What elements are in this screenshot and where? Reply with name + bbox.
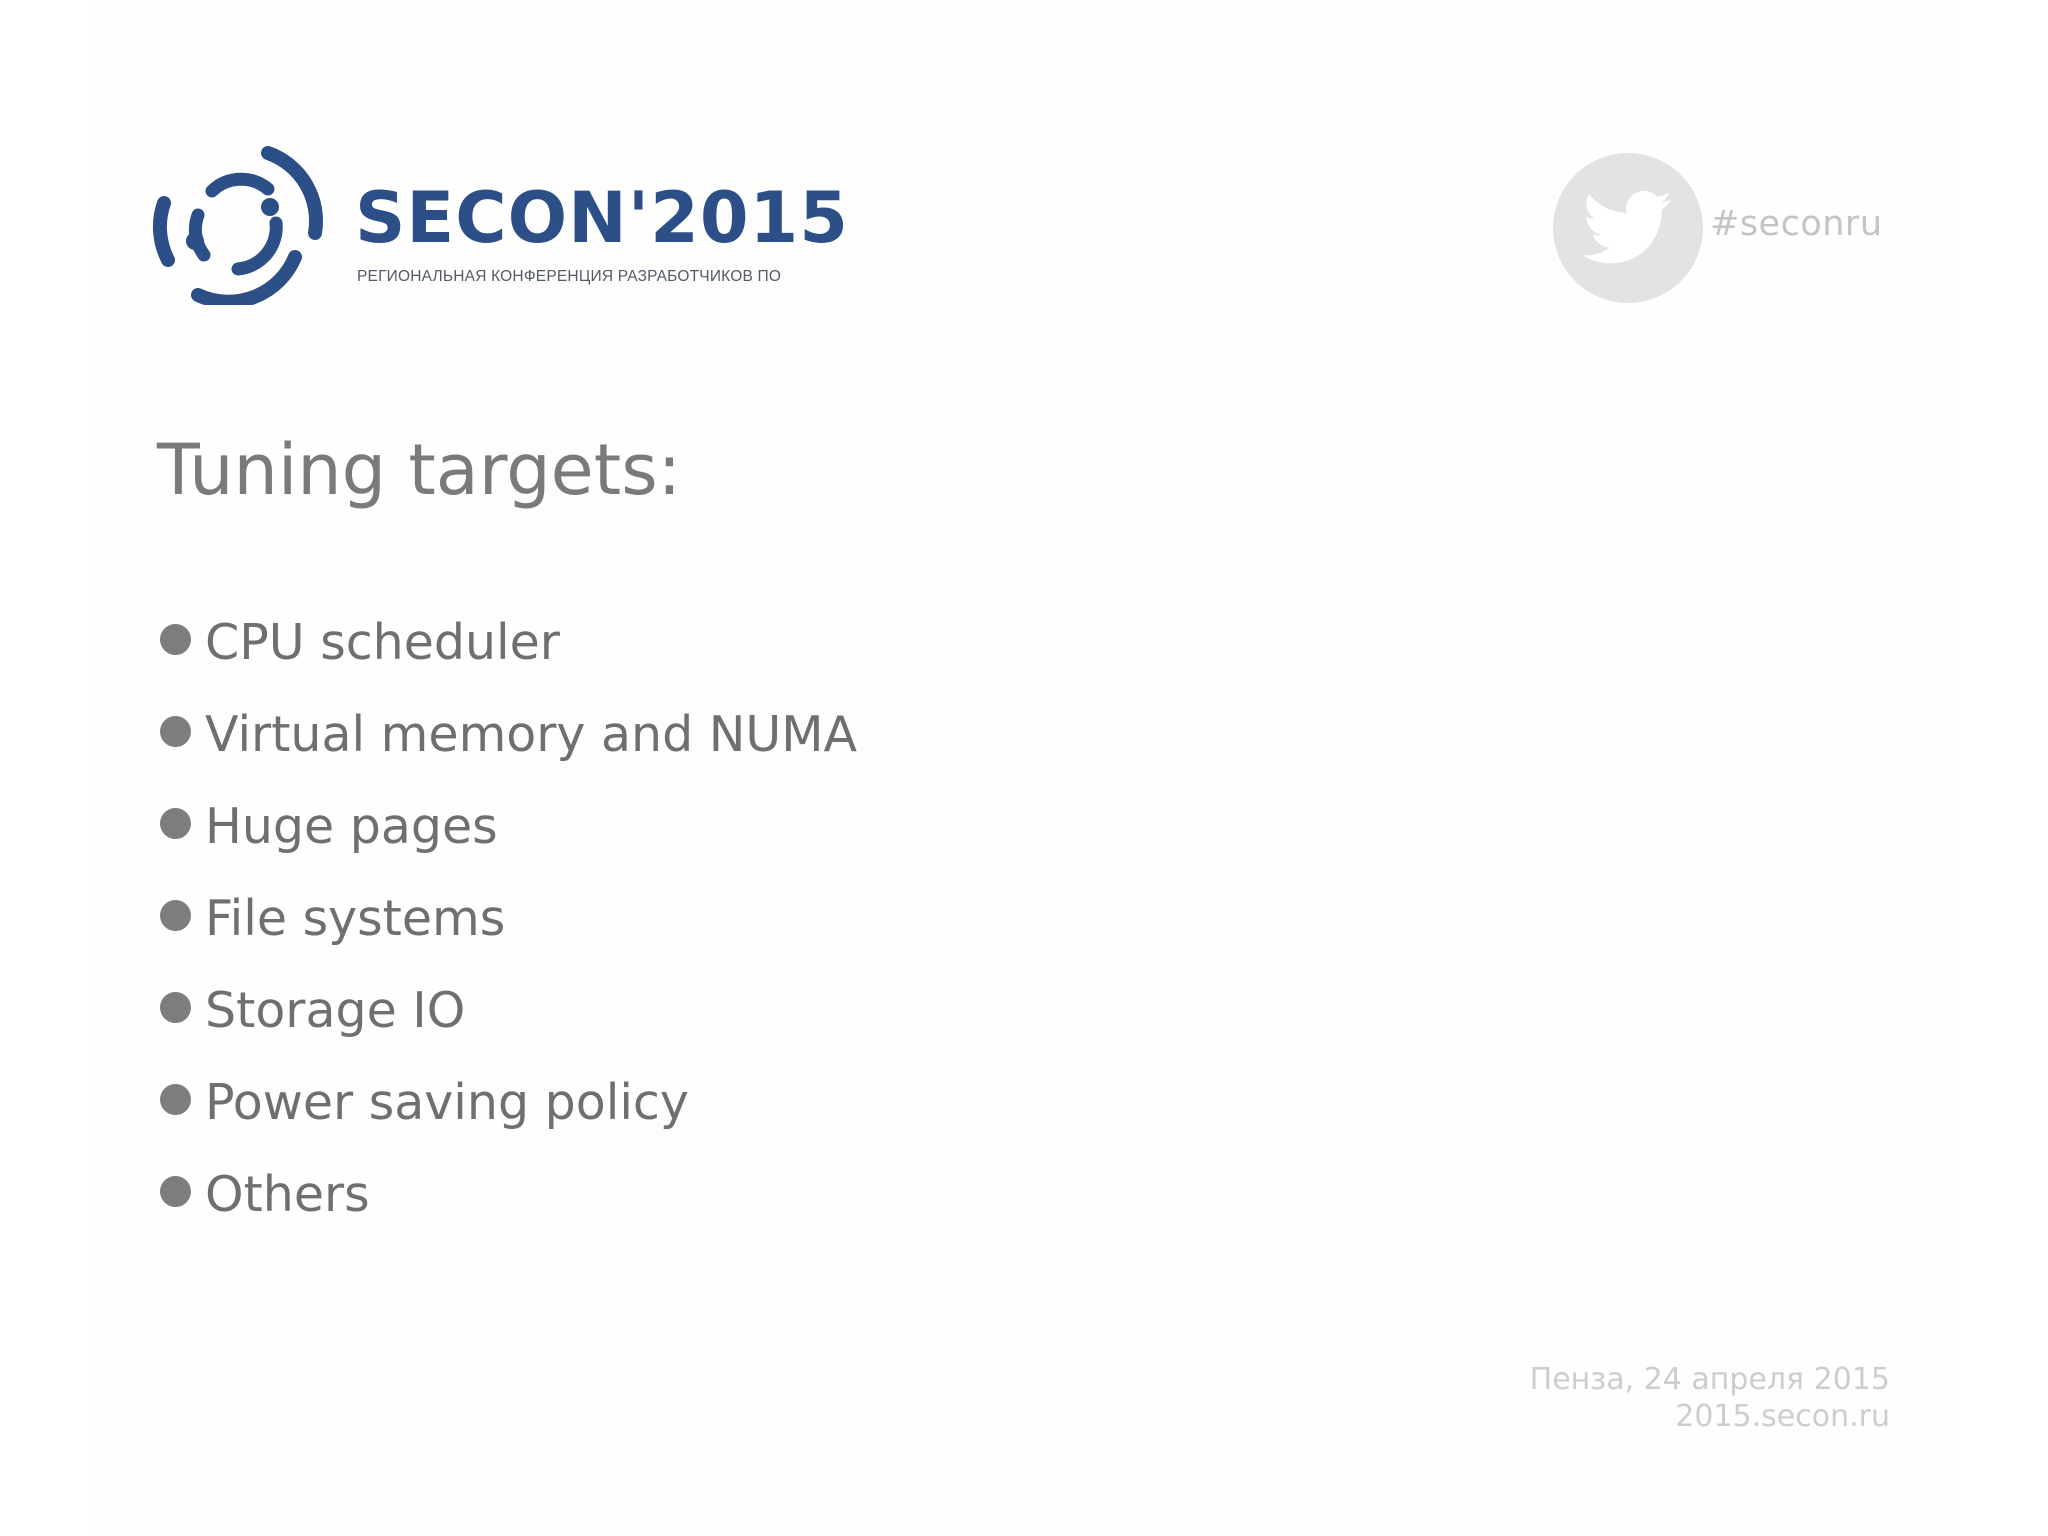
bullet-item [160,1056,857,1148]
logo-wordmark: SECON'2015 [355,177,849,259]
bullet-list [160,596,857,1240]
twitter-hashtag: #seconru [1710,204,1883,244]
bullet-item [160,1148,857,1240]
bullet-icon [160,624,191,655]
twitter-badge[interactable] [1553,153,1703,303]
bullet-icon [160,1176,191,1207]
bullet-icon [160,1084,191,1115]
bullet-icon [160,900,191,931]
footer [1530,1361,1890,1435]
logo-tagline: РЕГИОНАЛЬНАЯ КОНФЕРЕНЦИЯ РАЗРАБОТЧИКОВ ПО [357,268,782,285]
bullet-text: Virtual memory and NUMA [205,705,858,763]
slide-title: Tuning targets: [157,429,682,511]
bullet-icon [160,716,191,747]
secon-logo-icon [150,145,325,305]
bullet-text: Huge pages [205,797,498,855]
footer-website-link[interactable]: 2015.secon.ru [1675,1399,1890,1434]
bullet-icon [160,808,191,839]
bullet-item [160,964,857,1056]
bullet-item [160,688,857,780]
bullet-item [160,780,857,872]
bullet-text: CPU scheduler [205,613,560,671]
bullet-text: File systems [205,889,506,947]
bullet-text: Storage IO [205,981,466,1039]
bullet-text: Power saving policy [205,1073,689,1131]
twitter-icon [1583,189,1673,267]
bullet-text: Others [205,1165,370,1223]
footer-location-date: Пенза, 24 апреля 2015 [1529,1362,1890,1397]
secon-logo [150,145,849,305]
bullet-icon [160,992,191,1023]
bullet-item [160,872,857,964]
bullet-item [160,596,857,688]
